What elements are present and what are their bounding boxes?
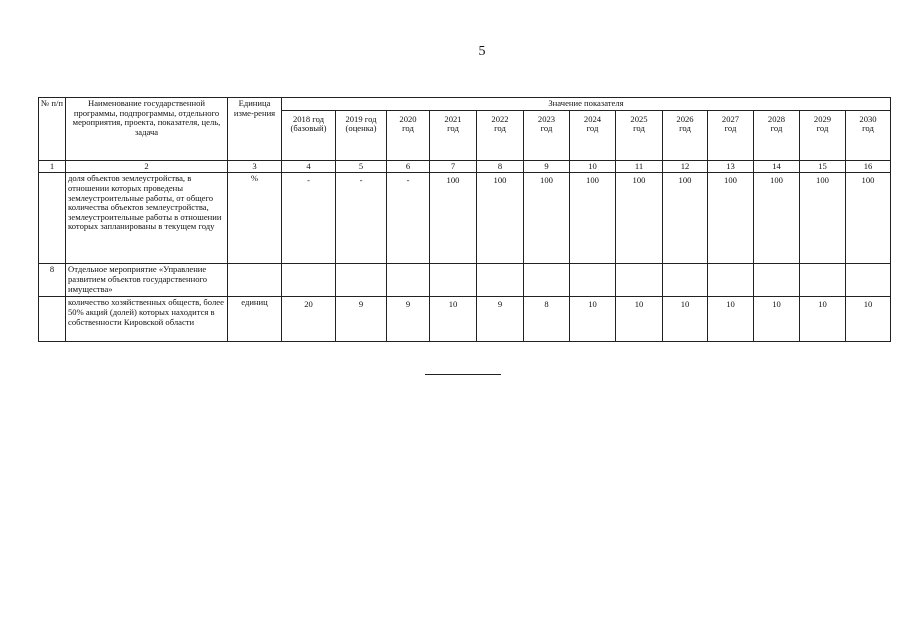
row-num: 8 — [39, 264, 66, 297]
table-row — [39, 173, 891, 264]
value-cell: - — [387, 173, 430, 264]
value-cell: 9 — [387, 297, 430, 342]
value-cell: 100 — [430, 173, 477, 264]
value-cell — [430, 264, 477, 297]
header-year: 2027 год — [708, 110, 754, 160]
value-cell — [477, 264, 524, 297]
header-year: 2023 год — [524, 110, 570, 160]
row-name: Отдельное мероприятие «Управление развитием объектов государственного имущества» — [66, 264, 228, 297]
row-name: количество хозяйственных обществ, более 50% акций (долей) которых находится в собственности Кировской области — [66, 297, 228, 342]
column-number: 2 — [66, 160, 228, 173]
value-cell: 100 — [616, 173, 663, 264]
value-cell: 100 — [570, 173, 616, 264]
header-year: 2022 год — [477, 110, 524, 160]
value-cell: - — [282, 173, 336, 264]
value-cell: 10 — [800, 297, 846, 342]
value-cell — [708, 264, 754, 297]
column-number: 14 — [754, 160, 800, 173]
header-num: № п/п — [39, 98, 66, 161]
value-cell — [800, 264, 846, 297]
column-number: 11 — [616, 160, 663, 173]
row-unit: единиц — [228, 297, 282, 342]
value-cell — [282, 264, 336, 297]
value-cell: 10 — [708, 297, 754, 342]
value-cell: 9 — [477, 297, 524, 342]
value-cell: 100 — [524, 173, 570, 264]
value-cell: 10 — [846, 297, 891, 342]
column-number: 8 — [477, 160, 524, 173]
column-number: 10 — [570, 160, 616, 173]
value-cell — [336, 264, 387, 297]
indicators-table — [38, 97, 891, 342]
table-row — [39, 297, 891, 342]
value-cell: 100 — [477, 173, 524, 264]
header-year: 2026 год — [663, 110, 708, 160]
value-cell: 10 — [754, 297, 800, 342]
value-cell: 10 — [430, 297, 477, 342]
value-cell: 100 — [754, 173, 800, 264]
table-row — [39, 264, 891, 297]
value-cell — [663, 264, 708, 297]
value-cell — [570, 264, 616, 297]
column-number: 1 — [39, 160, 66, 173]
value-cell: 100 — [846, 173, 891, 264]
column-number: 13 — [708, 160, 754, 173]
value-cell: 100 — [708, 173, 754, 264]
value-cell: 10 — [663, 297, 708, 342]
value-cell: 8 — [524, 297, 570, 342]
value-cell — [846, 264, 891, 297]
header-year: 2028 год — [754, 110, 800, 160]
row-name: доля объектов землеустройства, в отношении которых проведены землеустроительные работы, от общего количества объектов землеустройства, землеустроительные работы в отношении которых запланированы в текущем году — [66, 173, 228, 264]
column-number: 3 — [228, 160, 282, 173]
column-number: 7 — [430, 160, 477, 173]
column-number: 12 — [663, 160, 708, 173]
column-number: 15 — [800, 160, 846, 173]
header-year: 2019 год (оценка) — [336, 110, 387, 160]
value-cell: 100 — [663, 173, 708, 264]
value-cell — [754, 264, 800, 297]
header-year: 2029 год — [800, 110, 846, 160]
header-unit: Единица изме-рения — [228, 98, 282, 161]
column-number: 4 — [282, 160, 336, 173]
header-year: 2020 год — [387, 110, 430, 160]
header-year: 2025 год — [616, 110, 663, 160]
value-cell — [616, 264, 663, 297]
header-year: 2030 год — [846, 110, 891, 160]
column-number: 5 — [336, 160, 387, 173]
header-year: 2021 год — [430, 110, 477, 160]
value-cell: 20 — [282, 297, 336, 342]
value-cell: 10 — [616, 297, 663, 342]
column-number: 6 — [387, 160, 430, 173]
value-cell — [387, 264, 430, 297]
header-year: 2018 год (базовый) — [282, 110, 336, 160]
value-cell: - — [336, 173, 387, 264]
value-cell: 10 — [570, 297, 616, 342]
row-unit — [228, 264, 282, 297]
header-year: 2024 год — [570, 110, 616, 160]
value-cell — [524, 264, 570, 297]
row-num — [39, 173, 66, 264]
value-cell: 9 — [336, 297, 387, 342]
page-number: 5 — [478, 44, 486, 59]
row-num — [39, 297, 66, 342]
header-name: Наименование государственной программы, подпрограммы, отдельного мероприятия, проекта, показателя, цель, задача — [66, 98, 228, 161]
value-cell: 100 — [800, 173, 846, 264]
column-number: 9 — [524, 160, 570, 173]
row-unit: % — [228, 173, 282, 264]
header-values-title: Значение показателя — [282, 98, 891, 111]
column-number: 16 — [846, 160, 891, 173]
end-divider — [425, 374, 501, 375]
